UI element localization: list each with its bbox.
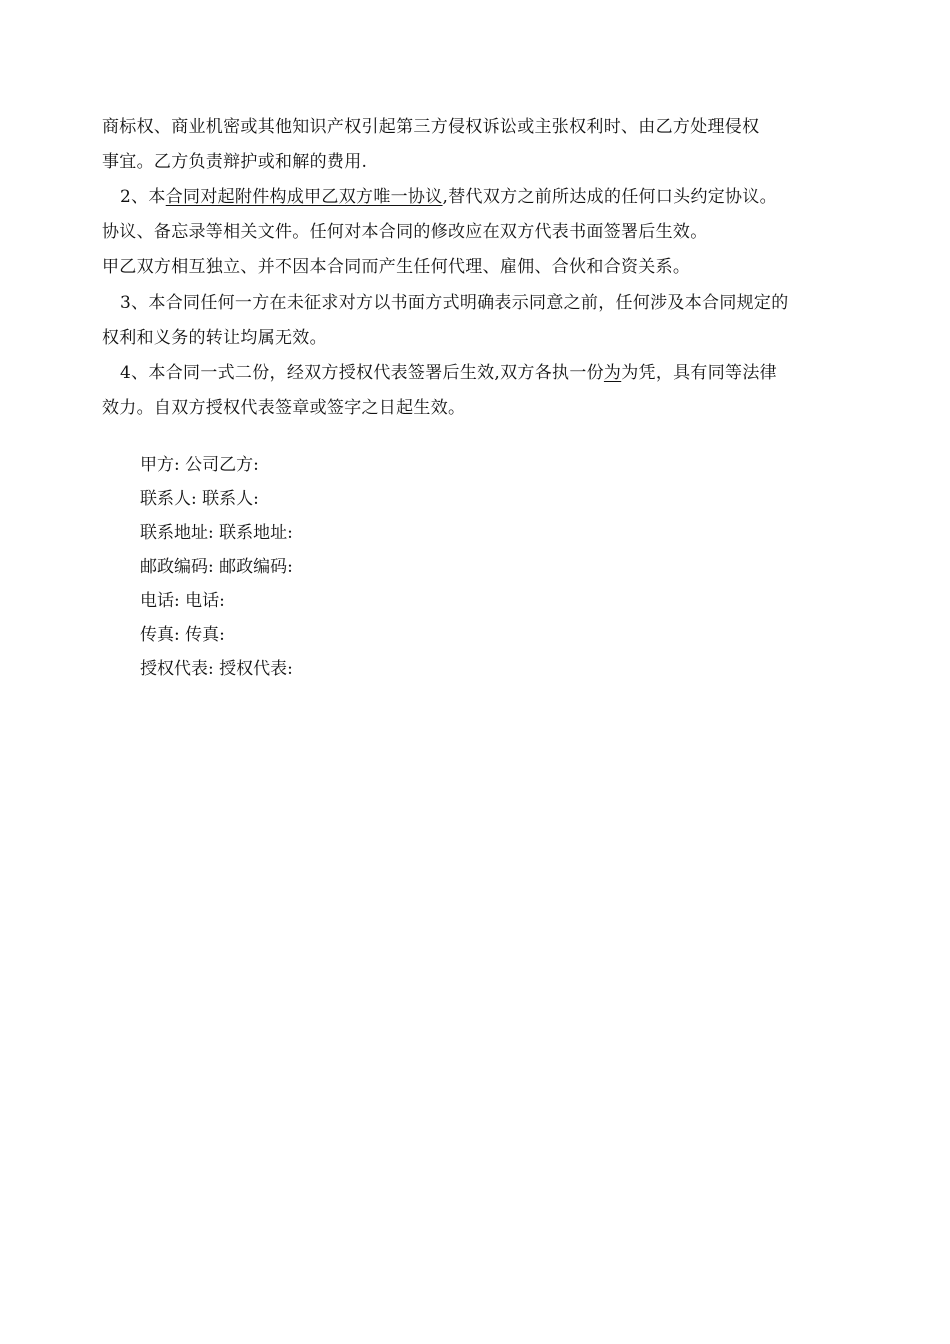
paragraph-1-line-1: 商标权、商业机密或其他知识产权引起第三方侵权诉讼或主张权利时、由乙方处理侵权 (102, 117, 760, 137)
paragraph-2-line-3: 甲乙双方相互独立、并不因本合同而产生任何代理、雇佣、合伙和合资关系。 (102, 257, 691, 277)
paragraph-4-underlined-text: 为 (603, 363, 622, 383)
paragraph-4-line-1 (120, 362, 777, 384)
paragraph-3-line-1: 3、本合同任何一方在未征求对方以书面方式明确表示同意之前，任何涉及本合同规定的 (120, 293, 789, 313)
paragraph-4-text-a: 4、本合同一式二份，经双方授权代表签署后生效,双方各执一份 (120, 363, 604, 383)
paragraph-2-underlined-text: 合同对起附件构成甲乙双方唯一协议 (165, 187, 443, 207)
paragraph-2-line-2: 协议、备忘录等相关文件。任何对本合同的修改应在双方代表书面签署后生效。 (102, 222, 708, 242)
signature-line-phone: 电话: 电话: (140, 591, 225, 611)
paragraph-2-prefix: 本 (148, 187, 166, 207)
signature-line-fax: 传真: 传真: (140, 625, 225, 645)
paragraph-4-line-2: 效力。自双方授权代表签章或签字之日起生效。 (102, 398, 466, 418)
paragraph-2-number: 2、 (120, 187, 149, 207)
paragraph-4-text-b: 为凭，具有同等法律 (621, 363, 777, 383)
signature-line-contact: 联系人: 联系人: (140, 489, 259, 509)
signature-line-representative: 授权代表: 授权代表: (140, 659, 293, 679)
signature-line-postcode: 邮政编码: 邮政编码: (140, 557, 293, 577)
signature-line-address: 联系地址: 联系地址: (140, 523, 293, 543)
paragraph-1-line-2: 事宜。乙方负责辩护或和解的费用. (102, 152, 368, 172)
paragraph-2-rest: ,替代双方之前所达成的任何口头约定协议。 (442, 187, 777, 207)
signature-line-party: 甲方: 公司乙方: (140, 455, 259, 475)
paragraph-2-line-1 (120, 186, 777, 208)
paragraph-3-line-2: 权利和义务的转让均属无效。 (102, 328, 327, 348)
